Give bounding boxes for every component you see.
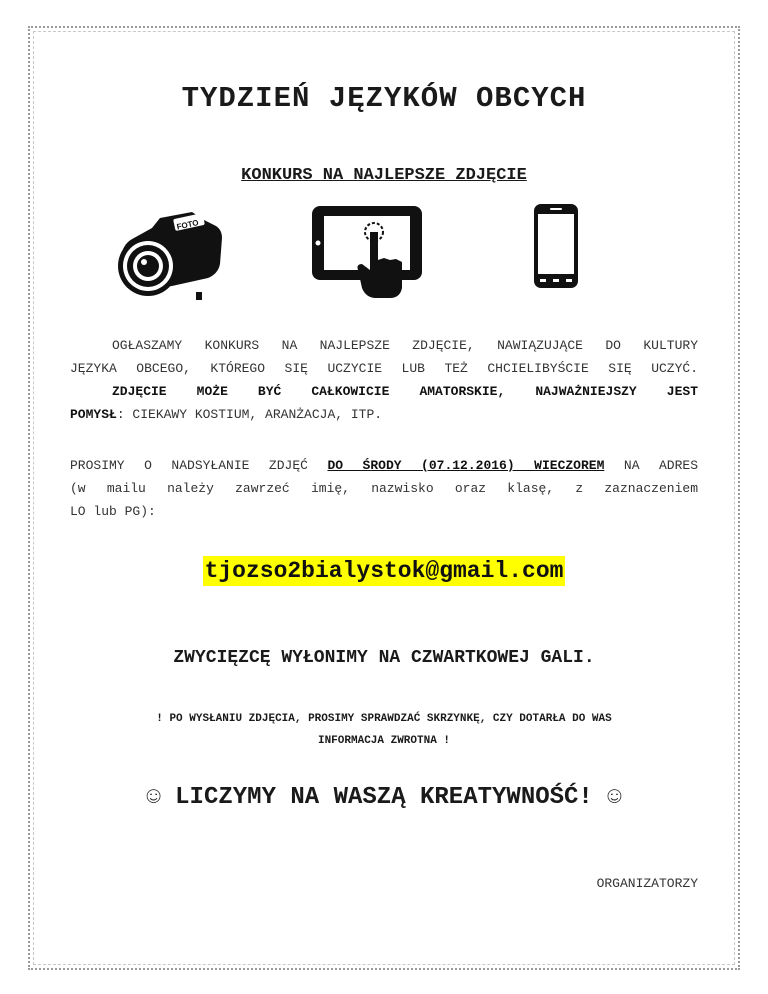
contest-subtitle: KONKURS NA NAJLEPSZE ZDJĘCIE [241,166,527,185]
winners-announcement: ZWYCIĘZCĘ WYŁONIMY NA CZWARTKOWEJ GALI. [173,648,595,668]
page-title: TYDZIEŃ JĘZYKÓW OBCYCH [181,82,587,115]
instructions-line-3: LO lub PG): [70,504,156,519]
closing-text: LICZYMY NA WASZĄ KREATYWNOŚĆ! [175,784,593,811]
instructions-start: PROSIMY O NADSYŁANIE ZDJĘĆ [70,458,328,473]
description-idea-examples: : CIEKAWY KOSTIUM, ARANŻACJA, ITP. [116,407,383,422]
contact-email[interactable]: tjozso2bialystok@gmail.com [204,558,564,584]
signature: ORGANIZATORZY [596,876,698,891]
camera-label: FOTO [175,218,200,232]
smiley-icon: ☺ [146,784,161,811]
contest-description [70,334,698,426]
deadline: DO ŚRODY (07.12.2016) WIECZOREM [327,458,605,473]
smartphone-icon [532,202,582,290]
instructions-end: NA ADRES [604,458,699,473]
description-line-1: OGŁASZAMY KONKURS NA NAJLEPSZE ZDJĘCIE, NAWIĄZUJĄCE DO KULTURY [112,338,698,353]
description-line-2: JĘZYKA OBCEGO, KTÓREGO SIĘ UCZYCIE LUB TEŻ CHCIELIBYŚCIE SIĘ UCZYĆ. [70,361,698,376]
reply-note-line-2: INFORMACJA ZWROTNA ! [317,735,451,747]
reply-note-line-1: ! PO WYSŁANIU ZDJĘCIA, PROSIMY SPRAWDZAĆ SKRZYNKĘ, CZY DOTARŁA DO WAS [156,713,612,725]
description-bold-line: ZDJĘCIE MOŻE BYĆ CAŁKOWICIE AMATORSKIE, NAJWAŻNIEJSZY JEST [112,384,698,399]
tablet-touch-icon [310,204,426,300]
instructions-line-2: (w mailu należy zawrzeć imię, nazwisko oraz klasę, z zaznaczeniem [70,481,698,496]
description-idea-label: POMYSŁ [70,407,117,422]
submission-instructions [70,454,698,523]
closing-message [0,784,768,811]
smiley-icon: ☺ [607,784,622,811]
camera-icon [112,204,228,304]
reply-note [84,708,684,752]
device-icons [0,200,768,310]
